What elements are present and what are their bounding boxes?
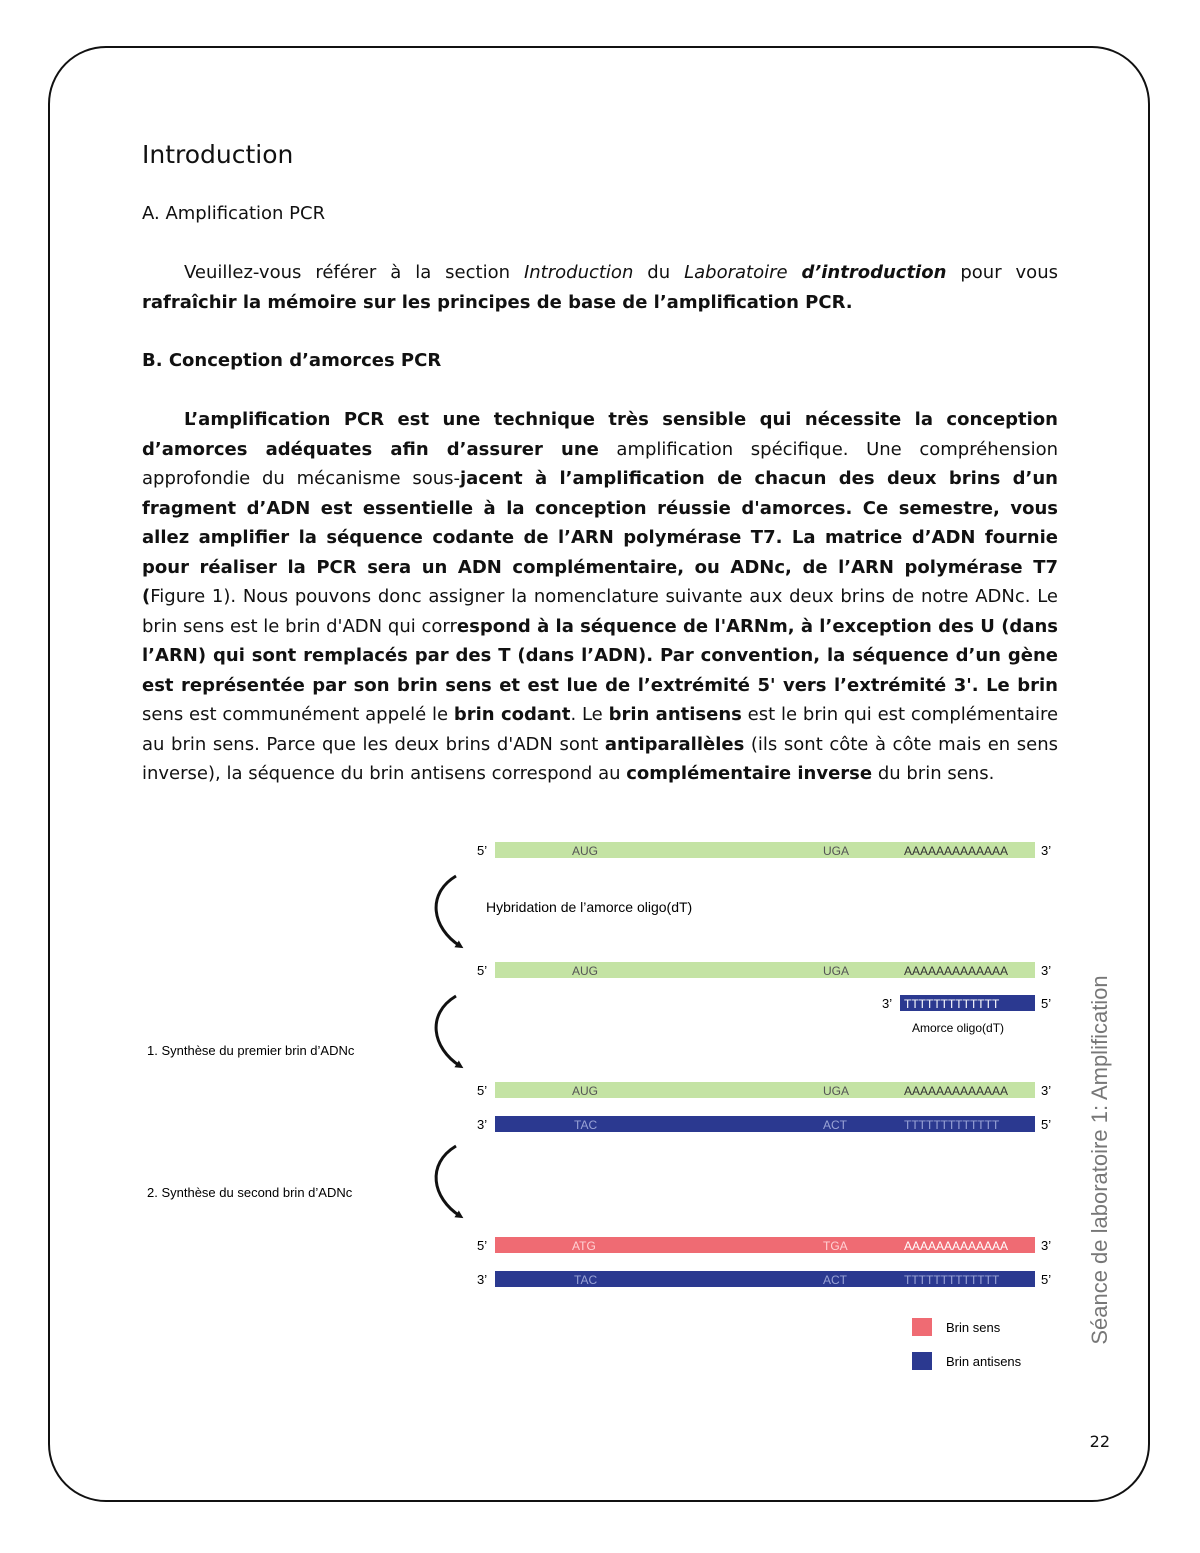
para2-run: . Le <box>570 704 609 725</box>
para2-run: Figure 1). Nous pouvons donc assigner la nomenclature suivante aux deux brins de notre ADNc. Le brin sens est le brin d'ADN qui corr <box>142 586 1058 637</box>
legend-sense-swatch <box>912 1318 932 1336</box>
row4-polyt: TTTTTTTTTTTTT <box>904 1118 1000 1132</box>
row1-5prime-label: 5’ <box>477 843 488 858</box>
oligo-3prime-label: 3’ <box>882 996 893 1011</box>
sidebar-running-title-text: Séance de laboratoire 1: Amplification <box>1087 975 1112 1345</box>
para2-run: complémentaire inverse <box>626 763 873 784</box>
row1-aug: AUG <box>572 844 599 858</box>
row3-aug: AUG <box>572 1084 599 1098</box>
row6-act: ACT <box>823 1273 847 1287</box>
legend-antisense-swatch <box>912 1352 932 1370</box>
paragraph-1 <box>142 258 1058 317</box>
para2-run: est le brin qui est complémentaire au brin sens. Parce que les deux brins d'ADN sont <box>142 704 1059 755</box>
row1-uga: UGA <box>823 844 850 858</box>
row5-atg: ATG <box>572 1239 596 1253</box>
arrow-first-strand <box>436 996 460 1066</box>
row4-act: ACT <box>823 1118 847 1132</box>
oligo-5prime-label: 5’ <box>1041 996 1052 1011</box>
para2-run: antiparallèles <box>604 733 745 755</box>
row6-polyt: TTTTTTTTTTTTT <box>904 1273 1000 1287</box>
row2-uga: UGA <box>823 964 850 978</box>
para2-run: brin codant <box>453 704 571 725</box>
legend-antisense-label: Brin antisens <box>946 1354 1022 1369</box>
para1-run <box>788 262 802 283</box>
section-b-heading: B. Conception d’amorces PCR <box>142 350 442 371</box>
row3-5prime-label: 5’ <box>477 1083 488 1098</box>
para2-run: jacent à l’amplification de chacun des deux brins d’un fragment d’ADN est essentielle à la conception réussie d'amorces. Ce semestre, vous allez amplifier la séquence codante de l’ARN polymérase T7. La matrice d’ADN fournie pour réaliser la PCR sera un ADN complémentaire, ou ADNc, de l’ARN polymérase T7 ( <box>142 468 1058 607</box>
para1-run: Veuillez-vous référer à la section <box>184 262 524 283</box>
row4-tac: TAC <box>574 1118 598 1132</box>
step-hybridization-label: Hybridation de l’amorce oligo(dT) <box>486 899 693 915</box>
row5-tga: TGA <box>823 1239 848 1253</box>
legend-sense-label: Brin sens <box>946 1320 1001 1335</box>
para2-run: (ils sont côte à côte mais en sens inverse), la séquence du brin antisens correspond au <box>142 733 1058 784</box>
row4-5prime-label: 5’ <box>1041 1117 1052 1132</box>
row3-uga: UGA <box>823 1084 850 1098</box>
para2-run: L’amplification PCR est une technique très sensible qui nécessite la conception d’amorces adéquates afin d’assurer une <box>142 409 1058 460</box>
row2-aug: AUG <box>572 964 599 978</box>
step1-label: 1. Synthèse du premier brin d’ADNc <box>147 1043 355 1058</box>
arrow-hybridization <box>436 876 460 946</box>
paragraph-2 <box>142 405 1058 789</box>
row3-polya: AAAAAAAAAAAAA <box>904 1084 1009 1098</box>
figure-1-cdna-synthesis <box>0 820 1080 1410</box>
para1-run: Introduction <box>523 262 634 283</box>
page-title: Introduction <box>142 140 294 169</box>
step2-label: 2. Synthèse du second brin d’ADNc <box>147 1185 353 1200</box>
row6-tac: TAC <box>574 1273 598 1287</box>
para1-run: du <box>633 262 685 283</box>
page-number: 22 <box>1089 1432 1110 1451</box>
para2-run: du brin sens. <box>872 763 995 784</box>
row1-polya: AAAAAAAAAAAAA <box>904 844 1009 858</box>
para2-run: espond à la séquence de l'ARNm, à l’exception des U (dans l’ARN) qui sont remplacés par des T (dans l’ADN). Par convention, la séquence d’un gène est représentée par son brin sens et est lue de l’extrémité 5' vers l’extrémité 3'. Le brin <box>142 615 1058 696</box>
section-a-heading: A. Amplification PCR <box>142 203 326 224</box>
row5-3prime-label: 3’ <box>1041 1238 1052 1253</box>
row3-3prime-label: 3’ <box>1041 1083 1052 1098</box>
para1-run: rafraîchir la mémoire sur les principes de base de l’amplification PCR. <box>142 291 853 313</box>
para2-run: amplification spécifique. Une compréhension approfondie du mécanisme sous- <box>142 438 1058 489</box>
row4-3prime-label: 3’ <box>477 1117 488 1132</box>
row2-5prime-label: 5’ <box>477 963 488 978</box>
row2-polya: AAAAAAAAAAAAA <box>904 964 1009 978</box>
para1-run: d’introduction <box>801 262 947 283</box>
para1-run: Laboratoire <box>684 262 788 283</box>
arrow-second-strand <box>436 1146 460 1216</box>
row5-polya: AAAAAAAAAAAAA <box>904 1239 1009 1253</box>
row1-3prime-label: 3’ <box>1041 843 1052 858</box>
para2-run: brin antisens <box>608 704 742 725</box>
oligo-dt-sequence: TTTTTTTTTTTTT <box>904 997 1000 1011</box>
oligo-dt-label: Amorce oligo(dT) <box>912 1021 1005 1035</box>
row6-3prime-label: 3’ <box>477 1272 488 1287</box>
para2-run: sens est communément appelé le <box>142 704 454 725</box>
row6-5prime-label: 5’ <box>1041 1272 1052 1287</box>
row2-3prime-label: 3’ <box>1041 963 1052 978</box>
row5-5prime-label: 5’ <box>477 1238 488 1253</box>
para1-run: pour vous <box>946 262 1058 283</box>
